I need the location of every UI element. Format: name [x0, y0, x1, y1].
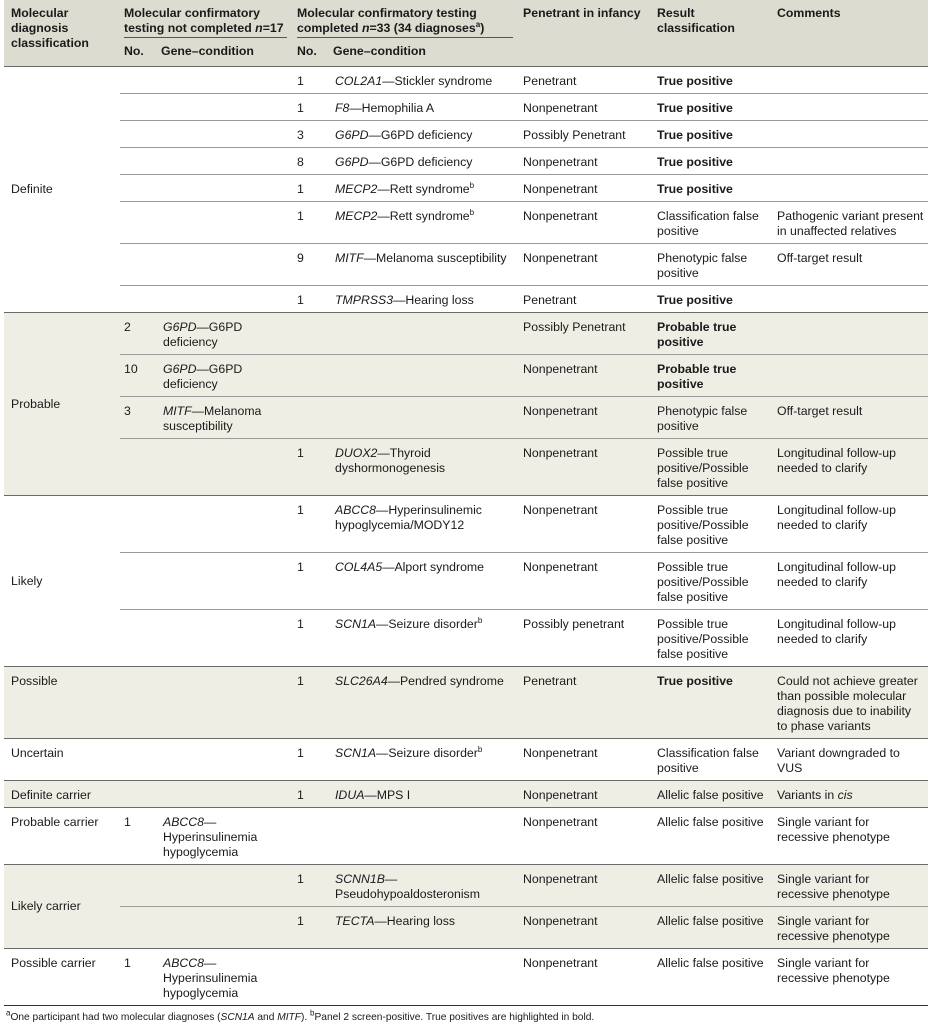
- cell-no: 1: [293, 439, 331, 496]
- row-label-probable-carrier: Probable carrier: [11, 815, 99, 829]
- cell-gene: G6PD—G6PD deficiency: [331, 148, 519, 175]
- cell-penetrant: Nonpenetrant: [523, 872, 598, 886]
- cell-comment: Single variant for recessive phenotype: [777, 872, 890, 901]
- cell-no: 1: [293, 94, 331, 121]
- table-row: [4, 175, 928, 202]
- table-row: [4, 781, 928, 808]
- cell-result: Probable true positive: [653, 355, 773, 397]
- cell-gene: DUOX2—Thyroid dyshormonogenesis: [331, 439, 519, 496]
- cell-result: Classification false positive: [653, 202, 773, 244]
- cell-result: True positive: [657, 674, 733, 688]
- cell-result: True positive: [657, 74, 733, 88]
- cell-result: Allelic false positive: [657, 956, 764, 970]
- cell-no: 3: [120, 397, 159, 439]
- cell-gene: TECTA—Hearing loss: [331, 907, 519, 949]
- cell-result: True positive: [653, 175, 773, 202]
- cell-result: Possible true positive/Possible false positive: [653, 439, 773, 496]
- cell-no: 1: [124, 956, 131, 970]
- cell-comment: Longitudinal follow-up needed to clarify: [777, 503, 896, 532]
- header-no-2: No.: [297, 44, 317, 59]
- cell-penetrant: Nonpenetrant: [523, 503, 598, 517]
- cell-comment: [773, 94, 928, 121]
- cell-comment: [773, 121, 928, 148]
- cell-no: 1: [293, 610, 331, 667]
- cell-result: True positive: [653, 148, 773, 175]
- table-row: [4, 397, 928, 439]
- cell-no: 3: [293, 121, 331, 148]
- cell-penetrant: Penetrant: [523, 74, 577, 88]
- cell-comment: Longitudinal follow-up needed to clarify: [773, 610, 928, 667]
- cell-gene: ABCC8—Hyperinsulinemic hypoglycemia/MODY12: [335, 503, 482, 532]
- cell-no: 1: [293, 175, 331, 202]
- table-row: [4, 808, 928, 865]
- header-classification: Molecular diagnosis classification: [11, 6, 89, 50]
- cell-gene: SLC26A4—Pendred syndrome: [335, 674, 504, 688]
- table-row: [4, 94, 928, 121]
- cell-result: Probable true positive: [657, 320, 737, 349]
- cell-no: 1: [297, 788, 304, 802]
- cell-comment: [773, 148, 928, 175]
- cell-comment: Longitudinal follow-up needed to clarify: [773, 553, 928, 610]
- cell-gene: COL2A1—Stickler syndrome: [335, 74, 493, 88]
- row-label-uncertain: Uncertain: [11, 746, 64, 760]
- cell-result: Phenotypic false positive: [653, 397, 773, 439]
- row-label-possible-carrier: Possible carrier: [11, 956, 96, 970]
- cell-penetrant: Nonpenetrant: [519, 202, 653, 244]
- cell-no: 1: [293, 907, 331, 949]
- cell-penetrant: Possibly Penetrant: [519, 121, 653, 148]
- cell-result: True positive: [653, 286, 773, 313]
- cell-penetrant: Nonpenetrant: [519, 148, 653, 175]
- cell-no: 1: [293, 553, 331, 610]
- cell-no: 8: [293, 148, 331, 175]
- cell-no: 1: [297, 503, 304, 517]
- cell-result: Possible true positive/Possible false positive: [657, 503, 749, 547]
- table-row: [4, 244, 928, 286]
- cell-no: 1: [297, 872, 304, 886]
- cell-comment: Single variant for recessive phenotype: [777, 815, 890, 844]
- cell-comment: Single variant for recessive phenotype: [773, 907, 928, 949]
- cell-gene: G6PD—G6PD deficiency: [159, 355, 293, 397]
- cell-comment: Variant downgraded to VUS: [777, 746, 900, 775]
- header-penetrant: Penetrant in infancy: [523, 6, 641, 20]
- cell-gene: COL4A5—Alport syndrome: [331, 553, 519, 610]
- cell-no: 1: [293, 202, 331, 244]
- cell-gene: F8—Hemophilia A: [331, 94, 519, 121]
- cell-penetrant: Possibly Penetrant: [523, 320, 626, 334]
- table-row: [4, 907, 928, 949]
- cell-comment: Off-target result: [773, 244, 928, 286]
- cell-comment: [773, 313, 928, 355]
- cell-penetrant: Nonpenetrant: [523, 956, 598, 970]
- cell-gene: ABCC8—Hyperinsulinemia hypoglycemia: [163, 815, 258, 859]
- table-row: [4, 313, 928, 355]
- table-footnote: $^a$One participant had two molecular diagnoses (SCN1A and MITF). $^b$Panel 2 screen-positive. True positives are highlighted in bold.: [6, 1008, 595, 1023]
- cell-no: 1: [297, 746, 304, 760]
- cell-comment: [773, 175, 928, 202]
- row-label-possible: Possible: [11, 674, 58, 688]
- header-completed: Molecular confirmatory testing completed n=33 (34 diagnoses$^a$): [293, 0, 519, 40]
- cell-result: Phenotypic false positive: [653, 244, 773, 286]
- table-row: [4, 121, 928, 148]
- cell-no: 9: [293, 244, 331, 286]
- cell-comment: Pathogenic variant present in unaffected relatives: [773, 202, 928, 244]
- cell-comment: [773, 355, 928, 397]
- cell-comment: Single variant for recessive phenotype: [777, 956, 890, 985]
- table-row: [4, 865, 928, 907]
- cell-comment: Variants in cis: [777, 788, 853, 802]
- cell-penetrant: Nonpenetrant: [519, 553, 653, 610]
- cell-penetrant: Nonpenetrant: [523, 788, 598, 802]
- cell-penetrant: Possibly penetrant: [519, 610, 653, 667]
- cell-gene: SCN1A—Seizure disorder$^b$: [335, 744, 483, 760]
- row-label-likely-carrier: Likely carrier: [11, 899, 81, 913]
- cell-result: Allelic false positive: [657, 815, 764, 829]
- cell-no: 10: [120, 355, 159, 397]
- table-row: [4, 496, 928, 553]
- cell-gene: MECP2—Rett syndrome$^b$: [331, 202, 519, 244]
- table-row: [4, 667, 928, 739]
- cell-penetrant: Nonpenetrant: [519, 94, 653, 121]
- cell-no: 1: [293, 286, 331, 313]
- cell-gene: MECP2—Rett syndrome$^b$: [331, 175, 519, 202]
- row-label-probable: Probable: [11, 396, 61, 411]
- cell-comment: Off-target result: [773, 397, 928, 439]
- table-row: [4, 67, 928, 94]
- cell-result: True positive: [653, 94, 773, 121]
- header-comments: Comments: [777, 6, 841, 20]
- row-label-likely: Likely: [11, 573, 43, 588]
- table-row: [4, 202, 928, 244]
- cell-penetrant: Nonpenetrant: [519, 397, 653, 439]
- table-container: [4, 0, 934, 1023]
- cell-penetrant: Penetrant: [523, 674, 577, 688]
- cell-result: Allelic false positive: [657, 872, 764, 886]
- results-table: [4, 0, 928, 1006]
- table-row: [4, 355, 928, 397]
- header-gene-2: Gene–condition: [333, 44, 426, 59]
- header-no-1: No.: [124, 44, 144, 59]
- cell-gene: ABCC8—Hyperinsulinemia hypoglycemia: [163, 956, 258, 1000]
- cell-penetrant: Nonpenetrant: [519, 907, 653, 949]
- table-row: [4, 286, 928, 313]
- cell-penetrant: Nonpenetrant: [519, 439, 653, 496]
- cell-gene: G6PD—G6PD deficiency: [163, 320, 243, 349]
- cell-comment: Longitudinal follow-up needed to clarify: [773, 439, 928, 496]
- cell-no: 1: [124, 815, 131, 829]
- cell-penetrant: Nonpenetrant: [519, 244, 653, 286]
- cell-gene: IDUA—MPS I: [335, 788, 411, 802]
- table-row: [4, 949, 928, 1006]
- table-row: [4, 439, 928, 496]
- cell-comment: [773, 67, 928, 94]
- header-gene-1: Gene–condition: [161, 44, 254, 59]
- row-label-definite-carrier: Definite carrier: [11, 788, 91, 802]
- cell-result: True positive: [653, 121, 773, 148]
- header-result: Result classification: [657, 6, 735, 35]
- cell-penetrant: Nonpenetrant: [523, 746, 598, 760]
- cell-penetrant: Nonpenetrant: [523, 815, 598, 829]
- cell-penetrant: Nonpenetrant: [519, 355, 653, 397]
- cell-penetrant: Penetrant: [519, 286, 653, 313]
- cell-result: Allelic false positive: [657, 788, 764, 802]
- table-row: [4, 148, 928, 175]
- cell-result: Possible true positive/Possible false positive: [653, 610, 773, 667]
- cell-result: Classification false positive: [657, 746, 759, 775]
- cell-no: 1: [297, 74, 304, 88]
- table-row: [4, 553, 928, 610]
- cell-gene: SCNN1B—Pseudohypoaldosteronism: [335, 872, 480, 901]
- cell-penetrant: Nonpenetrant: [519, 175, 653, 202]
- cell-gene: G6PD—G6PD deficiency: [331, 121, 519, 148]
- table-row: [4, 610, 928, 667]
- row-label-definite: Definite: [11, 182, 53, 196]
- cell-result: Possible true positive/Possible false positive: [653, 553, 773, 610]
- cell-result: Allelic false positive: [653, 907, 773, 949]
- cell-comment: Could not achieve greater than possible molecular diagnosis due to inability to phase variants: [777, 674, 918, 733]
- cell-no: 2: [124, 320, 131, 334]
- cell-gene: TMPRSS3—Hearing loss: [331, 286, 519, 313]
- cell-gene: MITF—Melanoma susceptibility: [159, 397, 293, 439]
- cell-comment: [773, 286, 928, 313]
- table-row: [4, 739, 928, 781]
- cell-gene: SCN1A—Seizure disorder$^b$: [331, 610, 519, 667]
- header-not-completed: Molecular confirmatory testing not completed n=17: [120, 0, 293, 40]
- cell-gene: MITF—Melanoma susceptibility: [331, 244, 519, 286]
- cell-no: 1: [297, 674, 304, 688]
